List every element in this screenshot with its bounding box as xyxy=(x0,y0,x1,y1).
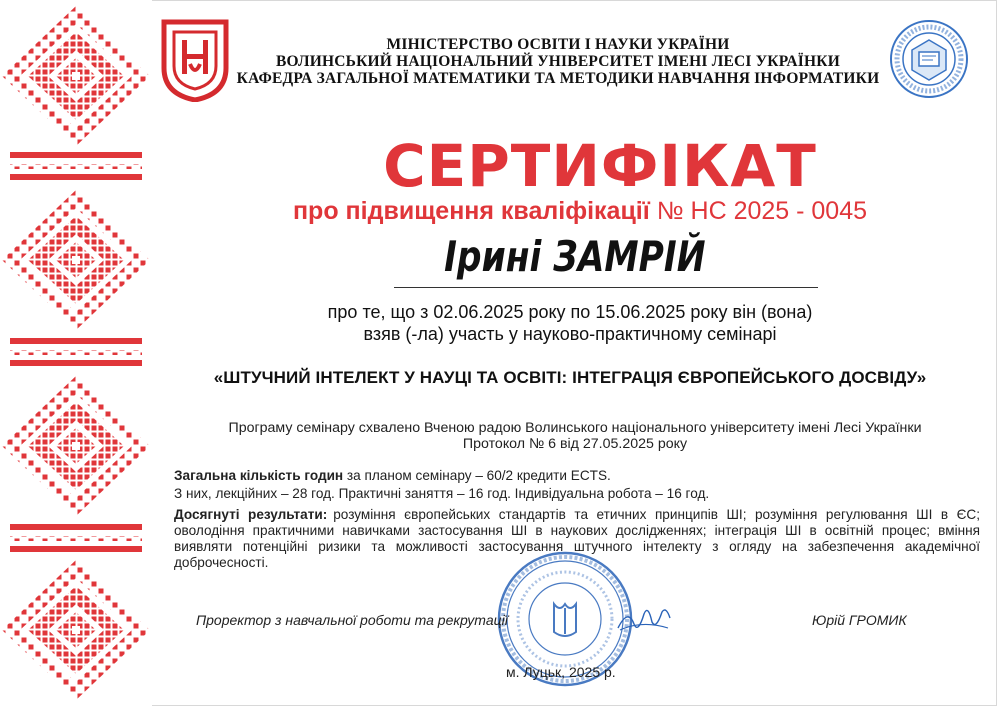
certificate-title: СЕРТИФІКАТ xyxy=(383,132,817,200)
signatory-name: Юрій ГРОМИК xyxy=(812,612,907,628)
recipient-underline xyxy=(394,287,818,288)
protocol-text: Протокол № 6 від 27.05.2025 року xyxy=(462,436,688,452)
participation-dates: про те, що з 02.06.2025 року по 15.06.2025 року він (вона) xyxy=(327,302,813,322)
results-text: розуміння європейських стандартів та етичних принципів ШІ; розуміння регулювання ШІ в ЄС; оволодіння практичними навичками застосування ШІ в наукових дослідженнях; інтеграція ШІ в освітній процес; вміння виявляти потенційні ризики та можливості застосування штучного інтелекту з огляду на забезпечення академічної доброчесності. xyxy=(174,507,980,570)
total-hours-label: Загальна кількість годин xyxy=(174,468,344,483)
subtitle-text: про підвищення кваліфікації xyxy=(292,197,650,225)
university-name: ВОЛИНСЬКИЙ НАЦІОНАЛЬНИЙ УНІВЕРСИТЕТ ІМЕНІ ЛЕСІ УКРАЇНКИ xyxy=(275,53,840,70)
hours-breakdown: З них, лекційних – 28 год. Практичні заняття – 16 год. Індивідуальна робота – 16 год. xyxy=(174,486,710,501)
university-logo-icon xyxy=(160,18,230,102)
signature-icon xyxy=(614,600,674,636)
recipient-name: Ірині ЗАМРІЙ xyxy=(444,232,706,281)
certificate-number: № НС 2025 - 0045 xyxy=(656,197,868,225)
department-name: КАФЕДРА ЗАГАЛЬНОЇ МАТЕМАТИКИ ТА МЕТОДИКИ НАВЧАННЯ ІНФОРМАТИКИ xyxy=(236,70,880,87)
certificate-subtitle xyxy=(200,197,960,226)
place-and-year: м. Луцьк, 2025 р. xyxy=(506,664,616,680)
results-label: Досягнуті результати: xyxy=(174,507,328,522)
total-hours xyxy=(174,468,611,483)
total-hours-value: за планом семінару – 60/2 кредити ECTS. xyxy=(343,468,611,483)
signatory-position: Проректор з навчальної роботи та рекрутації xyxy=(196,612,508,628)
approval-text: Програму семінару схвалено Вченою радою Волинського національного університету імені Лесі Українки xyxy=(228,420,922,436)
embroidery-ornament-icon xyxy=(0,0,152,706)
faculty-logo-icon xyxy=(888,18,970,100)
participation-text: взяв (-ла) участь у науково-практичному семінарі xyxy=(363,324,777,344)
seminar-title: «ШТУЧНИЙ ІНТЕЛЕКТ У НАУЦІ ТА ОСВІТІ: ІНТЕГРАЦІЯ ЄВРОПЕЙСЬКОГО ДОСВІДУ» xyxy=(213,368,927,387)
ministry-name: МІНІСТЕРСТВО ОСВІТИ І НАУКИ УКРАЇНИ xyxy=(386,36,730,53)
